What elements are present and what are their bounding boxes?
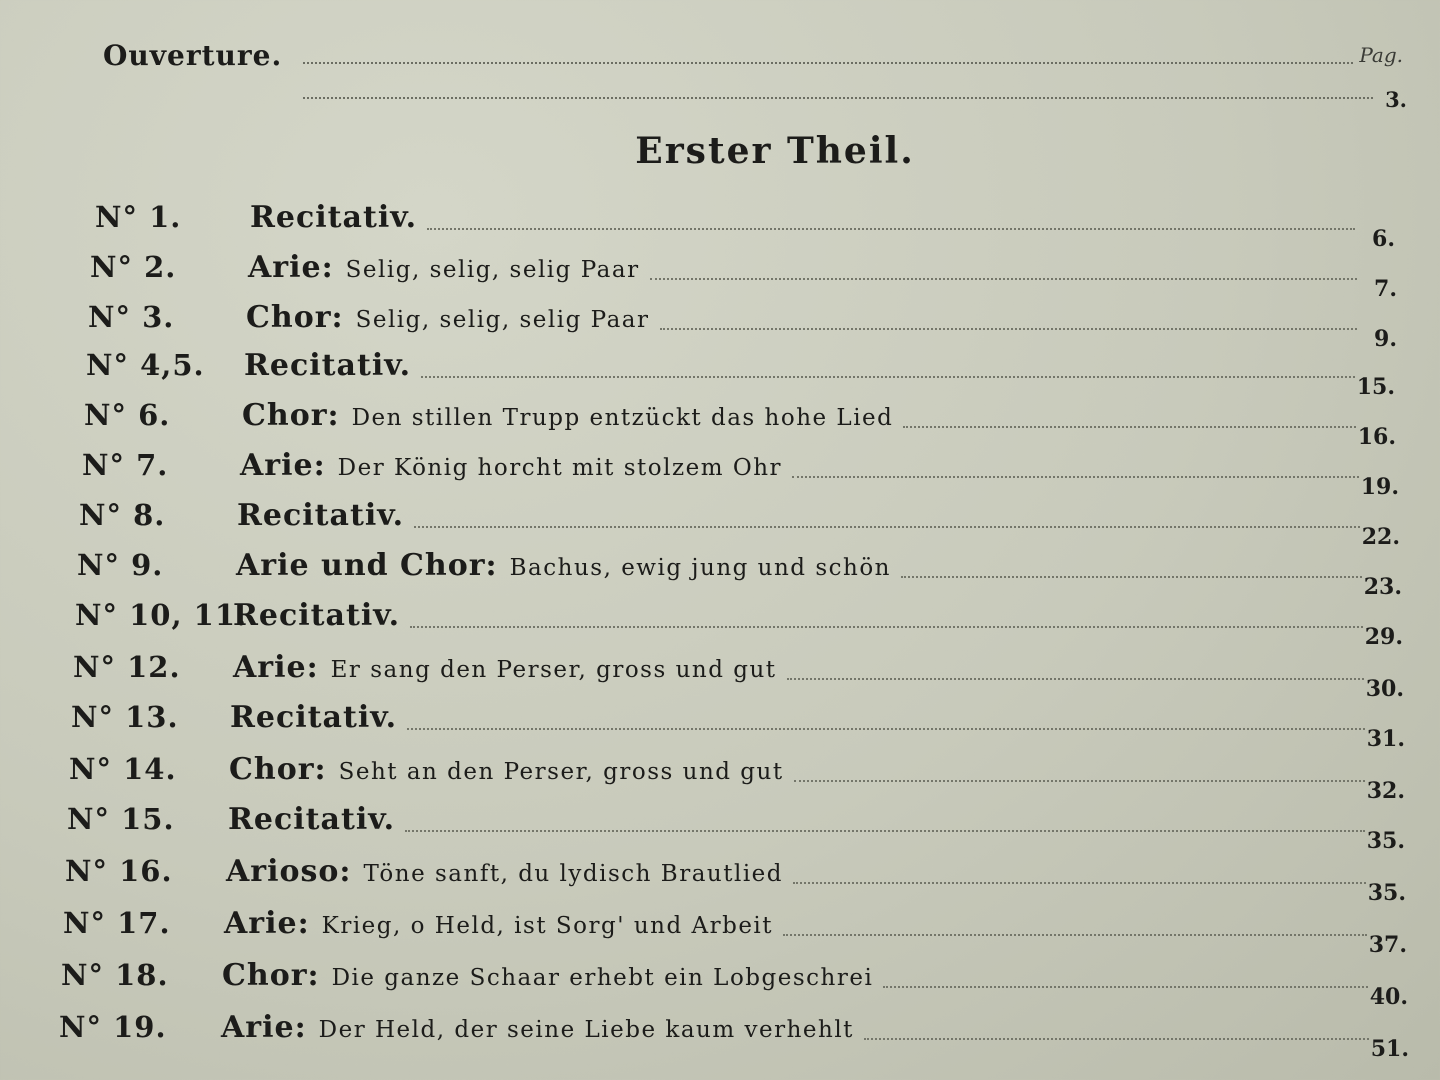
entry-page-number: 32. <box>1366 778 1405 804</box>
entry-type <box>233 650 777 685</box>
dot-leader <box>407 728 1365 730</box>
entry-type-label: Chor: <box>242 398 340 433</box>
entry-number: N° 8. <box>79 498 166 532</box>
entry-type-label: Recitativ. <box>228 802 396 837</box>
ouverture-row <box>103 35 1407 115</box>
dot-leader <box>783 934 1367 936</box>
entry-type <box>246 300 650 335</box>
toc-entry <box>75 598 1403 650</box>
entry-page-number: 19. <box>1360 474 1399 500</box>
entry-description: Krieg, o Held, ist Sorg' und Arbeit <box>321 913 774 939</box>
dot-leader <box>792 476 1359 478</box>
toc-entry <box>88 300 1397 352</box>
dot-leader <box>660 328 1358 330</box>
entry-page-number: 51. <box>1370 1036 1409 1062</box>
entry-type-label: Recitativ. <box>230 700 398 735</box>
entry-type-label: Arie: <box>233 650 319 685</box>
entry-description: Seht an den Perser, gross und gut <box>338 759 784 785</box>
entry-page-number: 9. <box>1374 326 1397 352</box>
dot-leader <box>303 97 1373 99</box>
entry-type-label: Recitativ. <box>244 348 412 383</box>
dot-leader <box>901 576 1362 578</box>
toc-entry <box>79 498 1400 550</box>
toc-entry <box>90 250 1397 302</box>
ouverture-page-number: 3. <box>1385 87 1407 112</box>
toc-entry <box>69 752 1405 804</box>
entry-type <box>226 854 783 889</box>
entry-type <box>240 448 782 483</box>
entry-description: Der König horcht mit stolzem Ohr <box>337 455 782 481</box>
entry-number: N° 18. <box>61 958 169 992</box>
entry-description: Die ganze Schaar erhebt ein Lobgeschrei <box>331 965 874 991</box>
toc-entry <box>95 200 1395 252</box>
entry-number: N° 2. <box>90 250 177 284</box>
entry-type-label: Recitativ. <box>250 200 418 235</box>
toc-entry <box>65 854 1406 906</box>
entry-page-number: 7. <box>1374 276 1397 302</box>
entry-number: N° 19. <box>59 1010 167 1044</box>
dot-leader <box>427 228 1355 230</box>
ouverture-label: Ouverture. <box>103 39 283 72</box>
dot-leader <box>303 62 1353 64</box>
dot-leader <box>421 376 1355 378</box>
entry-description: Selig, selig, selig Paar <box>345 257 640 283</box>
entry-page-number: 23. <box>1363 574 1402 600</box>
dot-leader <box>787 678 1364 680</box>
entry-number: N° 17. <box>63 906 171 940</box>
entry-description: Den stillen Trupp entzückt das hohe Lied <box>351 405 894 431</box>
entry-description: Der Held, der seine Liebe kaum verhehlt <box>318 1017 854 1043</box>
entry-page-number: 37. <box>1368 932 1407 958</box>
entry-number: N° 7. <box>82 448 169 482</box>
entry-type-label: Arie und Chor: <box>236 548 498 583</box>
entry-type <box>230 700 397 735</box>
entry-type-label: Arie: <box>221 1010 307 1045</box>
entry-type-label: Arie: <box>240 448 326 483</box>
toc-entry <box>59 1010 1409 1062</box>
toc-entry <box>77 548 1402 600</box>
toc-entry <box>67 802 1405 854</box>
entry-number: N° 4,5. <box>86 348 205 382</box>
entry-number: N° 6. <box>84 398 171 432</box>
toc-entry <box>63 906 1407 958</box>
toc-entry <box>73 650 1404 702</box>
dot-leader <box>883 986 1368 988</box>
entry-type-label: Arie: <box>224 906 310 941</box>
entry-type-label: Chor: <box>222 958 320 993</box>
toc-entry <box>82 448 1399 500</box>
entry-type <box>248 250 640 285</box>
entry-number: N° 14. <box>69 752 177 786</box>
entry-number: N° 13. <box>71 700 179 734</box>
entry-type-label: Chor: <box>229 752 327 787</box>
entry-type <box>242 398 893 433</box>
entry-page-number: 6. <box>1372 226 1395 252</box>
entry-number: N° 9. <box>77 548 164 582</box>
dot-leader <box>650 278 1357 280</box>
page-column-header: Pag. <box>1359 43 1403 67</box>
entry-number: N° 1. <box>95 200 182 234</box>
entry-number: N° 3. <box>88 300 175 334</box>
toc-entry <box>61 958 1408 1010</box>
dot-leader <box>410 626 1363 628</box>
entry-type <box>233 598 400 633</box>
entry-page-number: 29. <box>1364 624 1403 650</box>
entry-description: Bachus, ewig jung und schön <box>509 555 891 581</box>
dot-leader <box>405 830 1365 832</box>
entry-type <box>222 958 873 993</box>
toc-entry <box>71 700 1405 752</box>
entry-type <box>224 906 773 941</box>
entry-type <box>250 200 417 235</box>
entry-page-number: 35. <box>1366 828 1405 854</box>
entry-type <box>229 752 784 787</box>
entry-type <box>228 802 395 837</box>
entry-description: Töne sanft, du lydisch Brautlied <box>363 861 784 887</box>
dot-leader <box>793 882 1366 884</box>
entry-number: N° 10, 11. <box>75 598 248 632</box>
entry-page-number: 16. <box>1357 424 1396 450</box>
dot-leader <box>794 780 1365 782</box>
entry-type-label: Arioso: <box>226 854 352 889</box>
entry-page-number: 30. <box>1365 676 1404 702</box>
entry-description: Selig, selig, selig Paar <box>355 307 650 333</box>
toc-entry <box>84 398 1396 450</box>
entry-page-number: 15. <box>1356 374 1395 400</box>
entry-type <box>221 1010 854 1045</box>
entry-number: N° 16. <box>65 854 173 888</box>
entry-page-number: 35. <box>1367 880 1406 906</box>
dot-leader <box>414 526 1360 528</box>
entry-type-label: Arie: <box>248 250 334 285</box>
toc-entry <box>86 348 1395 400</box>
entry-description: Er sang den Perser, gross und gut <box>330 657 777 683</box>
dot-leader <box>864 1038 1369 1040</box>
entry-type-label: Recitativ. <box>237 498 405 533</box>
entry-number: N° 15. <box>67 802 175 836</box>
entry-type-label: Recitativ. <box>233 598 401 633</box>
entry-number: N° 12. <box>73 650 181 684</box>
entry-page-number: 31. <box>1366 726 1405 752</box>
section-title: Erster Theil. <box>635 130 915 172</box>
entry-type <box>236 548 891 583</box>
entry-type <box>237 498 404 533</box>
dot-leader <box>903 426 1356 428</box>
entry-type <box>244 348 411 383</box>
entry-page-number: 22. <box>1361 524 1400 550</box>
entry-page-number: 40. <box>1369 984 1408 1010</box>
entry-type-label: Chor: <box>246 300 344 335</box>
